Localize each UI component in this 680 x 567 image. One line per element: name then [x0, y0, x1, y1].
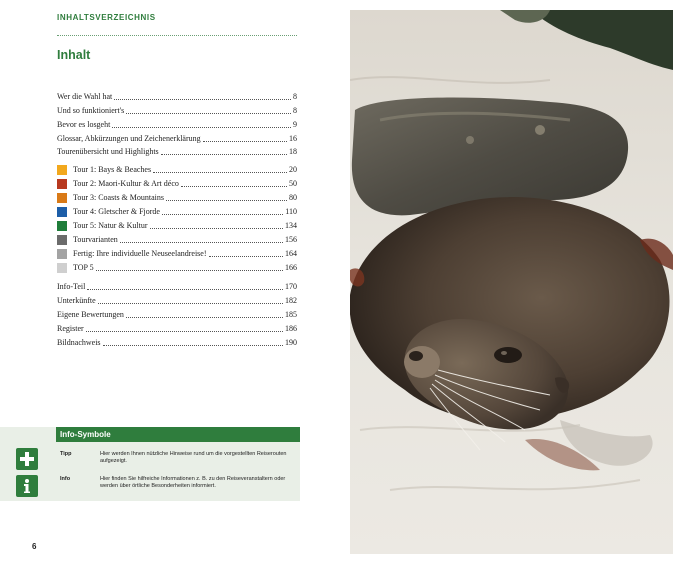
info-row-text: Hier finden Sie hilfreiche Informationen z. B. zu den Reiseveranstaltern oder werden über örtliche Besonderheiten informiert. [100, 476, 286, 489]
toc-entry-label: Info-Teil [57, 282, 86, 291]
toc-entry-page: 8 [293, 106, 297, 115]
toc-entry-label: Eigene Bewertungen [57, 310, 124, 319]
page-number: 6 [32, 542, 37, 551]
dot-leader [161, 154, 287, 155]
dot-leader [203, 141, 287, 142]
toc-tour-entry[interactable] [57, 206, 297, 218]
toc-entry-page: 166 [285, 263, 297, 272]
tour-color-swatch [57, 193, 67, 203]
tour-color-swatch [57, 207, 67, 217]
toc-entry-label: Tour 4: Gletscher & Fjorde [73, 207, 160, 216]
info-row-key: Info [60, 476, 71, 482]
dot-leader [166, 200, 287, 201]
seal-photo [350, 10, 673, 554]
toc-entry-page: 50 [289, 179, 297, 188]
toc-entry-page: 164 [285, 249, 297, 258]
toc-tour-entry[interactable] [57, 234, 297, 246]
toc-tour-entry[interactable] [57, 164, 297, 176]
dot-leader [153, 172, 287, 173]
tour-color-swatch [57, 263, 67, 273]
dot-leader [103, 345, 283, 346]
toc-entry-page: 110 [285, 207, 297, 216]
toc-entry-label: Tourenübersicht und Highlights [57, 147, 159, 156]
toc-entry[interactable] [57, 295, 297, 307]
info-row-text: Hier werden Ihnen nützliche Hinweise rund um die vorgestellten Reiserouten aufgezeigt. [100, 451, 287, 464]
dot-leader [126, 113, 291, 114]
toc-entry-label: Und so funktioniert's [57, 106, 125, 115]
toc-tour-entry[interactable] [57, 220, 297, 232]
tour-color-swatch [57, 235, 67, 245]
toc-entry-page: 134 [285, 221, 297, 230]
dot-leader [86, 331, 283, 332]
toc-entry[interactable] [57, 146, 297, 158]
toc-tour-entry[interactable] [57, 192, 297, 204]
page-title: Inhalt [57, 48, 91, 62]
toc-entry[interactable] [57, 119, 297, 131]
toc-entry-label: Glossar, Abkürzungen und Zeichenerklärung [57, 134, 201, 143]
dot-leader [112, 127, 291, 128]
tour-color-swatch [57, 221, 67, 231]
toc-entry-label: Bevor es losgeht [57, 120, 111, 129]
info-icon-glyph [19, 478, 35, 494]
toc-entry-label: Tour 3: Coasts & Mountains [73, 193, 164, 202]
tour-color-swatch [57, 249, 67, 259]
toc-entry[interactable] [57, 323, 297, 335]
toc-entry-label: Unterkünfte [57, 296, 96, 305]
dot-leader [120, 242, 283, 243]
info-row-tipp [60, 451, 292, 465]
dot-leader [98, 303, 283, 304]
toc-entry-page: 170 [285, 282, 297, 291]
dot-leader [181, 186, 287, 187]
info-symbols-heading: Info-Symbole [56, 427, 300, 442]
toc-entry-label: Register [57, 324, 84, 333]
toc-entry-label: Wer die Wahl hat [57, 92, 113, 101]
dot-leader [87, 289, 283, 290]
toc-entry-label: Tour 5: Natur & Kultur [73, 221, 148, 230]
toc-entry-page: 18 [289, 147, 297, 156]
toc-entry-page: 185 [285, 310, 297, 319]
dot-leader [162, 214, 283, 215]
plus-icon [16, 448, 38, 470]
toc-tour-entry[interactable] [57, 262, 297, 274]
info-row-info [60, 476, 292, 490]
header-divider [57, 35, 297, 36]
toc-entry[interactable] [57, 337, 297, 349]
toc-entry[interactable] [57, 105, 297, 117]
dot-leader [96, 270, 283, 271]
toc-entry-label: Tour 2: Maori-Kultur & Art déco [73, 179, 179, 188]
info-icon [16, 475, 38, 497]
toc-entry-page: 186 [285, 324, 297, 333]
dot-leader [114, 99, 291, 100]
toc-entry-label: Tourvarianten [73, 235, 118, 244]
toc-entry-page: 16 [289, 134, 297, 143]
seal-photo-illustration [350, 10, 673, 554]
toc-entry-page: 20 [289, 165, 297, 174]
tour-color-swatch [57, 165, 67, 175]
toc-entry[interactable] [57, 309, 297, 321]
dot-leader [209, 256, 283, 257]
toc-entry-page: 182 [285, 296, 297, 305]
toc-entry-label: Fertig: Ihre individuelle Neuseelandreise! [73, 249, 207, 258]
toc-entry-page: 80 [289, 193, 297, 202]
toc-tour-entry[interactable] [57, 178, 297, 190]
toc-entry-page: 190 [285, 338, 297, 347]
tour-color-swatch [57, 179, 67, 189]
toc-entry-page: 156 [285, 235, 297, 244]
dot-leader [150, 228, 283, 229]
toc-entry-label: Bildnachweis [57, 338, 101, 347]
toc-entry-page: 8 [293, 92, 297, 101]
info-row-key: Tipp [60, 451, 72, 457]
toc-entry[interactable] [57, 281, 297, 293]
toc-entry-page: 9 [293, 120, 297, 129]
toc-tour-entry[interactable] [57, 248, 297, 260]
toc-entry-label: Tour 1: Bays & Beaches [73, 165, 152, 174]
toc-entry-label: TOP 5 [73, 263, 94, 272]
dot-leader [126, 317, 283, 318]
toc-entry[interactable] [57, 91, 297, 103]
running-header: INHALTSVERZEICHNIS [57, 13, 156, 22]
toc-entry[interactable] [57, 133, 297, 145]
plus-icon-glyph [19, 451, 35, 467]
